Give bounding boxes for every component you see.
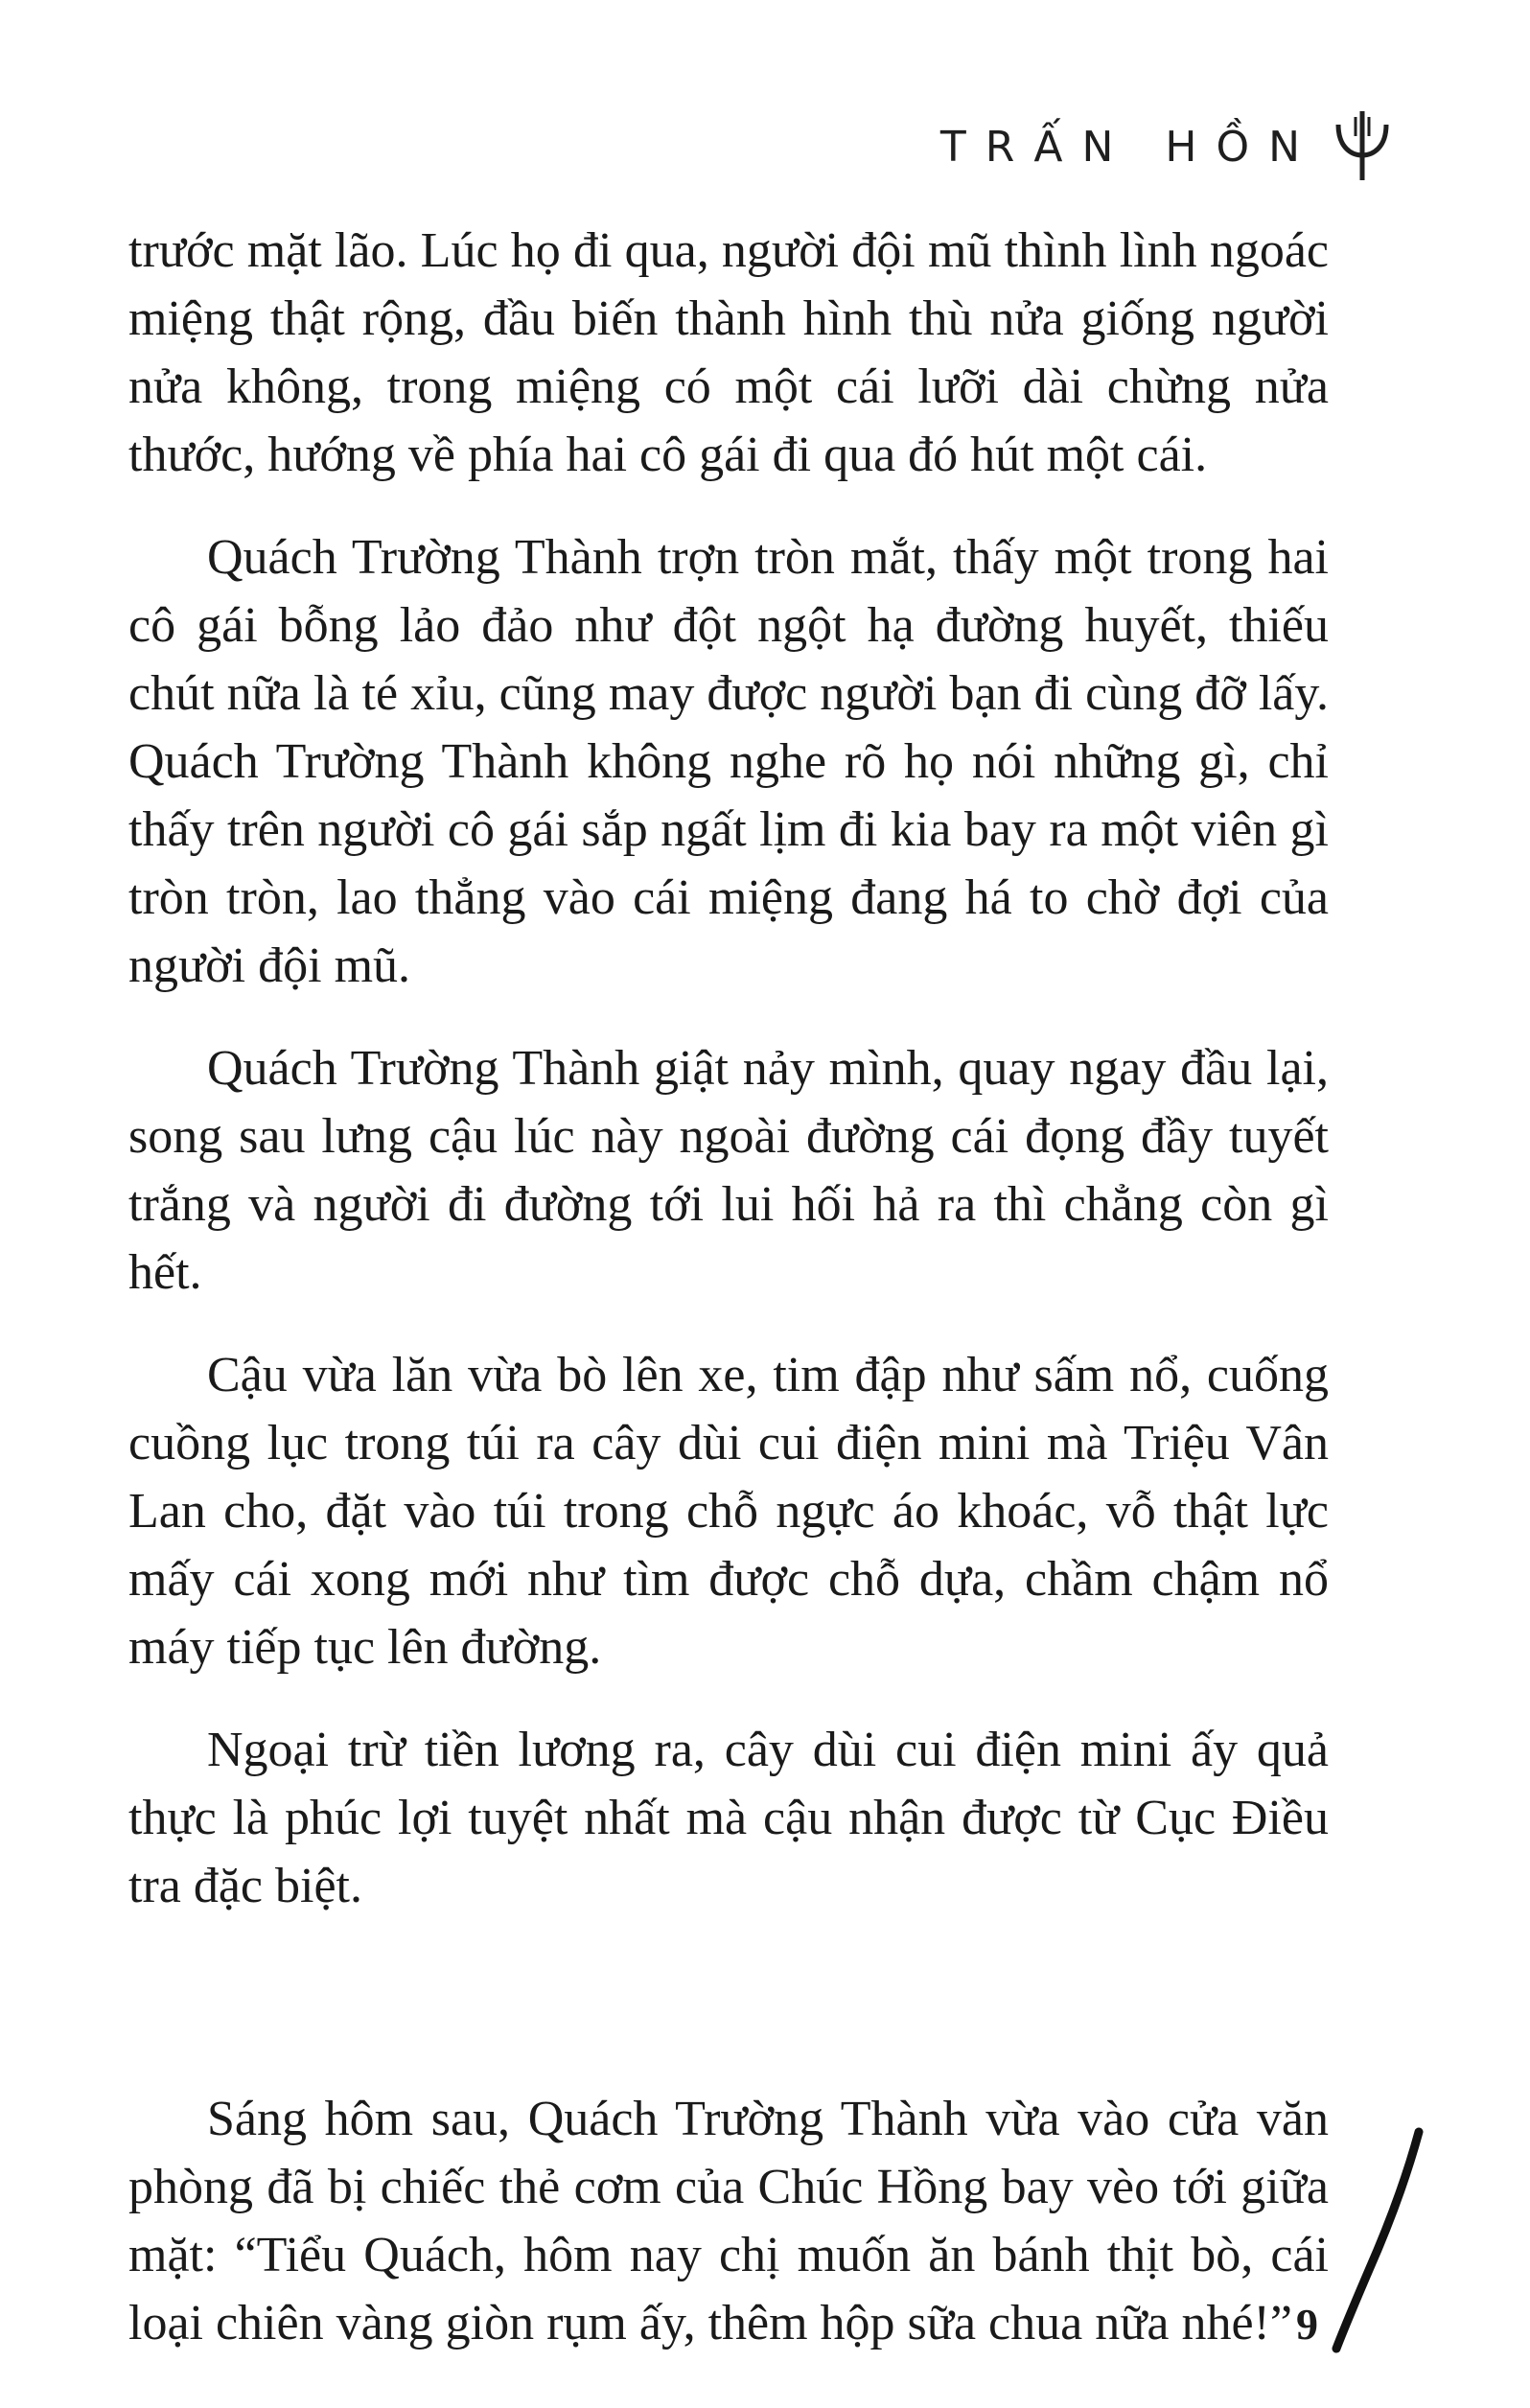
paragraph-1: trước mặt lão. Lúc họ đi qua, người đội mũ thình lình ngoác miệng thật rộng, đầu biến thành hình thù nửa giống người nửa không, trong miệng có một cái lưỡi dài chừng nửa thước, hướng về phía hai cô gái đi qua đó hút một cái.	[128, 223, 1329, 482]
paragraph-2: Quách Trường Thành trợn tròn mắt, thấy một trong hai cô gái bỗng lảo đảo như đột ngột hạ đường huyết, thiếu chút nữa là té xỉu, cũng may được người bạn đi cùng đỡ lấy. Quách Trường Thành không nghe rõ họ nói những gì, chỉ thấy trên người cô gái sắp ngất lịm đi kia bay ra một viên gì tròn tròn, lao thẳng vào cái miệng đang há to chờ đợi của người đội mũ.	[128, 530, 1329, 993]
body-text	[128, 217, 1329, 2392]
paragraph-4: Cậu vừa lăn vừa bò lên xe, tim đập như sấm nổ, cuống cuồng lục trong túi ra cây dùi cui điện mini mà Triệu Vân Lan cho, đặt vào túi trong chỗ ngực áo khoác, vỗ thật lực mấy cái xong mới như tìm được chỗ dựa, chầm chậm nổ máy tiếp tục lên đường.	[128, 1348, 1329, 1675]
running-title: TRẤN HỒN	[939, 123, 1319, 172]
paragraph-3: Quách Trường Thành giật nảy mình, quay ngay đầu lại, song sau lưng cậu lúc này ngoài đường cái đọng đầy tuyết trắng và người đi đường tới lui hối hả ra thì chẳng còn gì hết.	[128, 1041, 1329, 1300]
section-break	[128, 1955, 1329, 2085]
page-number: 9	[1296, 2300, 1318, 2349]
pen-stroke-icon	[1323, 2126, 1428, 2356]
trident-icon	[1329, 107, 1396, 184]
paragraph-6: Sáng hôm sau, Quách Trường Thành vừa vào cửa văn phòng đã bị chiếc thẻ cơm của Chúc Hồng bay vèo tới giữa mặt: “Tiểu Quách, hôm nay chị muốn ăn bánh thịt bò, cái loại chiên vàng giòn rụm ấy, thêm hộp sữa chua nữa nhé!”	[128, 2092, 1329, 2350]
paragraph-5: Ngoại trừ tiền lương ra, cây dùi cui điện mini ấy quả thực là phúc lợi tuyệt nhất mà cậu nhận được từ Cục Điều tra đặc biệt.	[128, 1723, 1329, 1913]
